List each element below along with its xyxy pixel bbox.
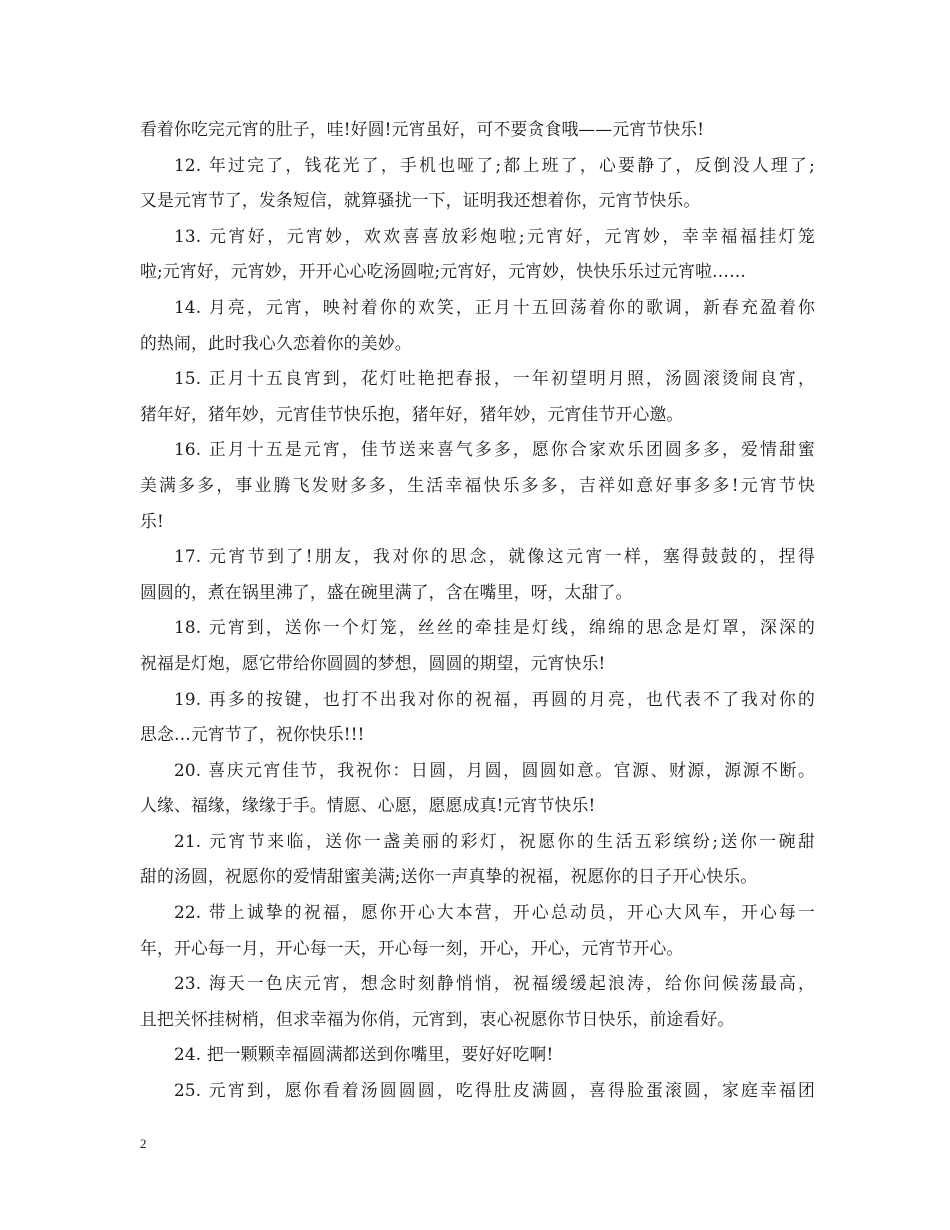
text-line: 祝福是灯炮，愿它带给你圆圆的梦想，圆圆的期望，元宵快乐! bbox=[140, 652, 606, 673]
text-line: 乐! bbox=[140, 510, 164, 531]
text-line: 啦;元宵好，元宵妙，开开心心吃汤圆啦;元宵好，元宵妙，快快乐乐过元宵啦…… bbox=[140, 261, 747, 282]
text-line: 12. 年过完了，钱花光了，手机也哑了;都上班了，心要静了，反倒没人理了; bbox=[174, 154, 815, 175]
text-line: 又是元宵节了，发条短信，就算骚扰一下，证明我还想着你，元宵节快乐。 bbox=[140, 190, 701, 211]
text-line: 思念…元宵节了，祝你快乐!!! bbox=[140, 724, 365, 745]
text-line: 人缘、福缘，缘缘于手。情愿、心愿，愿愿成真!元宵节快乐! bbox=[140, 795, 596, 816]
text-line: 21. 元宵节来临，送你一盏美丽的彩灯，祝愿你的生活五彩缤纷;送你一碗甜 bbox=[174, 830, 815, 851]
text-line: 15. 正月十五良宵到，花灯吐艳把春报，一年初望明月照，汤圆滚烫闹良宵， bbox=[174, 368, 815, 389]
text-line: 17. 元宵节到了!朋友，我对你的思念，就像这元宵一样，塞得鼓鼓的，捏得 bbox=[174, 546, 815, 567]
text-line: 19. 再多的按键，也打不出我对你的祝福，再圆的月亮，也代表不了我对你的 bbox=[174, 688, 815, 709]
text-line: 14. 月亮，元宵，映衬着你的欢笑，正月十五回荡着你的歌调，新春充盈着你 bbox=[174, 296, 815, 317]
text-line: 年，开心每一月，开心每一天，开心每一刻，开心，开心，元宵节开心。 bbox=[140, 937, 684, 958]
text-line: 23. 海天一色庆元宵，想念时刻静悄悄，祝福缓缓起浪涛，给你问候荡最高， bbox=[174, 973, 815, 994]
text-line: 20. 喜庆元宵佳节，我祝你：日圆，月圆，圆圆如意。官源、财源，源源不断。 bbox=[174, 759, 815, 780]
text-line: 16. 正月十五是元宵，佳节送来喜气多多，愿你合家欢乐团圆多多，爱情甜蜜 bbox=[174, 439, 815, 460]
text-line: 甜的汤圆，祝愿你的爱情甜蜜美满;送你一声真挚的祝福，祝愿你的日子开心快乐。 bbox=[140, 866, 758, 887]
text-line: 25. 元宵到，愿你看着汤圆圆圆，吃得肚皮满圆，喜得脸蛋滚圆，家庭幸福团 bbox=[174, 1080, 815, 1101]
text-line: 18. 元宵到，送你一个灯笼，丝丝的牵挂是灯线，绵绵的思念是灯罩，深深的 bbox=[174, 617, 815, 638]
body-text bbox=[140, 112, 815, 1109]
text-line: 猪年好，猪年妙，元宵佳节快乐抱，猪年好，猪年妙，元宵佳节开心邀。 bbox=[140, 403, 684, 424]
text-line: 且把关怀挂树梢，但求幸福为你俏，元宵到，衷心祝愿你节日快乐，前途看好。 bbox=[140, 1008, 735, 1029]
text-line: 美满多多，事业腾飞发财多多，生活幸福快乐多多，吉祥如意好事多多!元宵节快 bbox=[140, 474, 815, 495]
text-line: 24. 把一颗颗幸福圆满都送到你嘴里，要好好吃啊! bbox=[174, 1044, 554, 1065]
text-line: 的热闹，此时我心久恋着你的美妙。 bbox=[140, 332, 412, 353]
text-line: 22. 带上诚挚的祝福，愿你开心大本营，开心总动员，开心大风车，开心每一 bbox=[174, 902, 815, 923]
text-line: 13. 元宵好，元宵妙，欢欢喜喜放彩炮啦;元宵好，元宵妙，幸幸福福挂灯笼 bbox=[174, 225, 815, 246]
page-number: 2 bbox=[140, 1136, 147, 1151]
text-line: 看着你吃完元宵的肚子，哇!好圆!元宵虽好，可不要贪食哦——元宵节快乐! bbox=[140, 119, 705, 139]
text-line: 圆圆的，煮在锅里沸了，盛在碗里满了，含在嘴里，呀，太甜了。 bbox=[140, 581, 633, 602]
